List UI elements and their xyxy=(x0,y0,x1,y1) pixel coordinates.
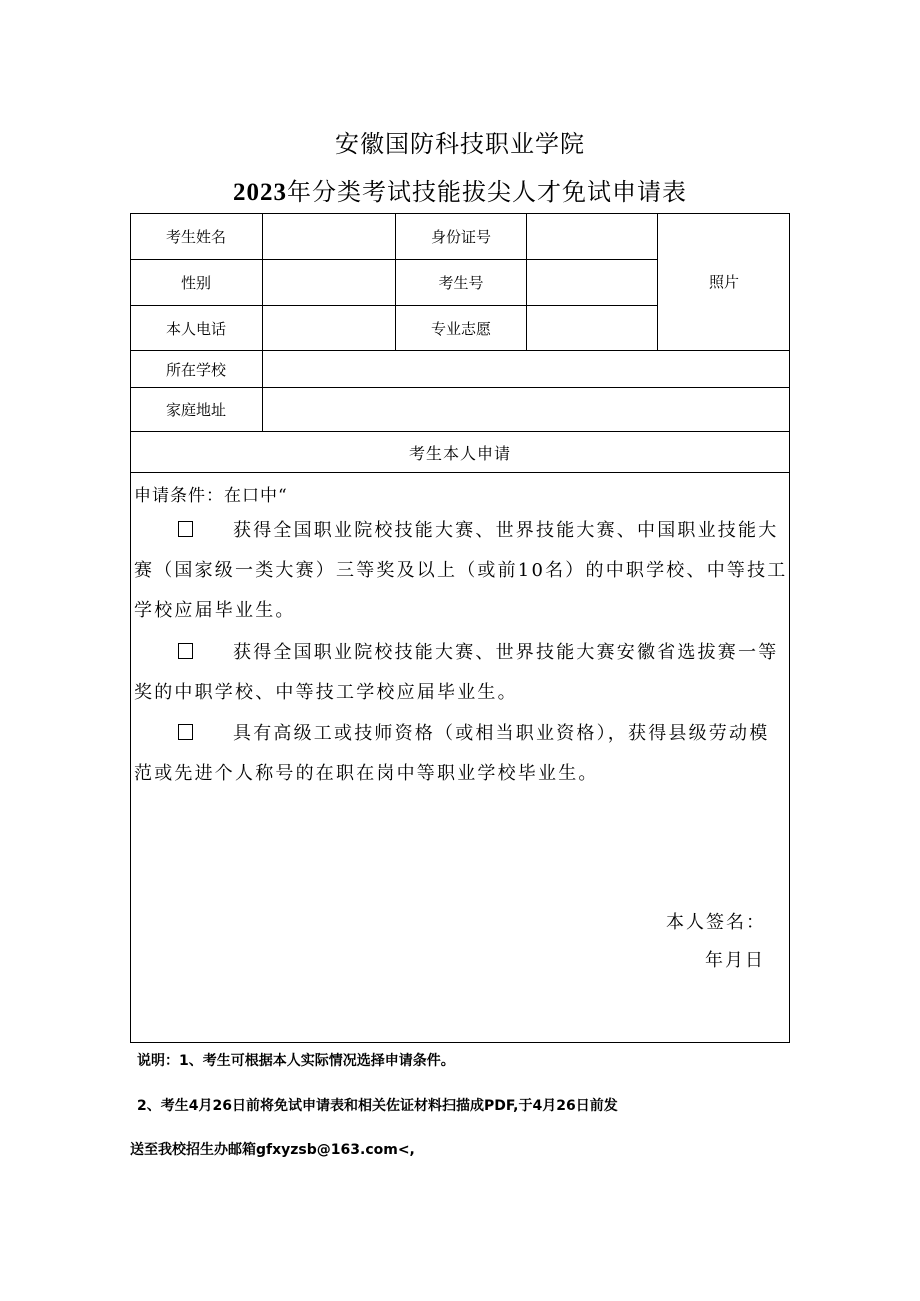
signature-label: 本人签名： xyxy=(666,912,766,933)
condition-item xyxy=(134,633,788,713)
name-label: 考生姓名 xyxy=(165,227,226,246)
note-line-2: 2、考生4月26日前将免试申请表和相关佐证材料扫描成PDF,于4月26日前发 xyxy=(137,1098,618,1114)
exam-number-field[interactable] xyxy=(527,260,657,305)
condition-checkbox[interactable] xyxy=(178,521,193,537)
gender-field[interactable] xyxy=(263,260,395,305)
condition-text: 具有高级工或技师资格（或相当职业资格），获得县级劳动模范或先进个人称号的在职在岗中等职业学校毕业生。 xyxy=(134,723,770,784)
condition-checkbox[interactable] xyxy=(178,724,193,740)
id-number-field[interactable] xyxy=(527,213,657,259)
form-year: 2023 xyxy=(233,179,287,206)
address-label: 家庭地址 xyxy=(165,401,226,419)
phone-label: 本人电话 xyxy=(165,319,226,338)
photo-box[interactable]: 照片 xyxy=(708,273,739,291)
condition-checkbox[interactable] xyxy=(178,643,193,659)
exam-number-label: 考生号 xyxy=(438,274,484,292)
conditions-heading: 申请条件：在口中“ xyxy=(134,486,288,506)
address-field[interactable] xyxy=(263,388,790,431)
condition-item xyxy=(134,511,788,631)
gender-label: 性别 xyxy=(180,274,211,292)
school-label: 所在学校 xyxy=(165,360,226,379)
form-title-text: 年分类考试技能拔尖人才免试申请表 xyxy=(287,178,687,206)
phone-field[interactable] xyxy=(263,306,395,350)
id-number-label: 身份证号 xyxy=(430,227,491,246)
note-line-1: 说明：1、考生可根据本人实际情况选择申请条件。 xyxy=(137,1053,455,1069)
major-label: 专业志愿 xyxy=(430,319,491,338)
application-section-title: 考生本人申请 xyxy=(408,443,511,463)
condition-text: 获得全国职业院校技能大赛、世界技能大赛安徽省选拔赛一等奖的中职学校、中等技工学校应届毕业生。 xyxy=(134,642,779,703)
table-rule xyxy=(130,472,790,473)
note-line-3: 送至我校招生办邮箱gfxyzsb@163.com<, xyxy=(130,1142,415,1158)
school-title: 安徽国防科技职业学院 xyxy=(335,130,585,158)
condition-item xyxy=(134,714,788,794)
major-field[interactable] xyxy=(527,306,657,350)
form-title xyxy=(0,172,920,207)
school-field[interactable] xyxy=(263,351,790,387)
name-field[interactable] xyxy=(263,213,395,259)
date-label: 年月日 xyxy=(705,950,765,971)
condition-text: 获得全国职业院校技能大赛、世界技能大赛、中国职业技能大赛（国家级一类大赛）三等奖及以上（或前10名）的中职学校、中等技工学校应届毕业生。 xyxy=(134,520,788,621)
